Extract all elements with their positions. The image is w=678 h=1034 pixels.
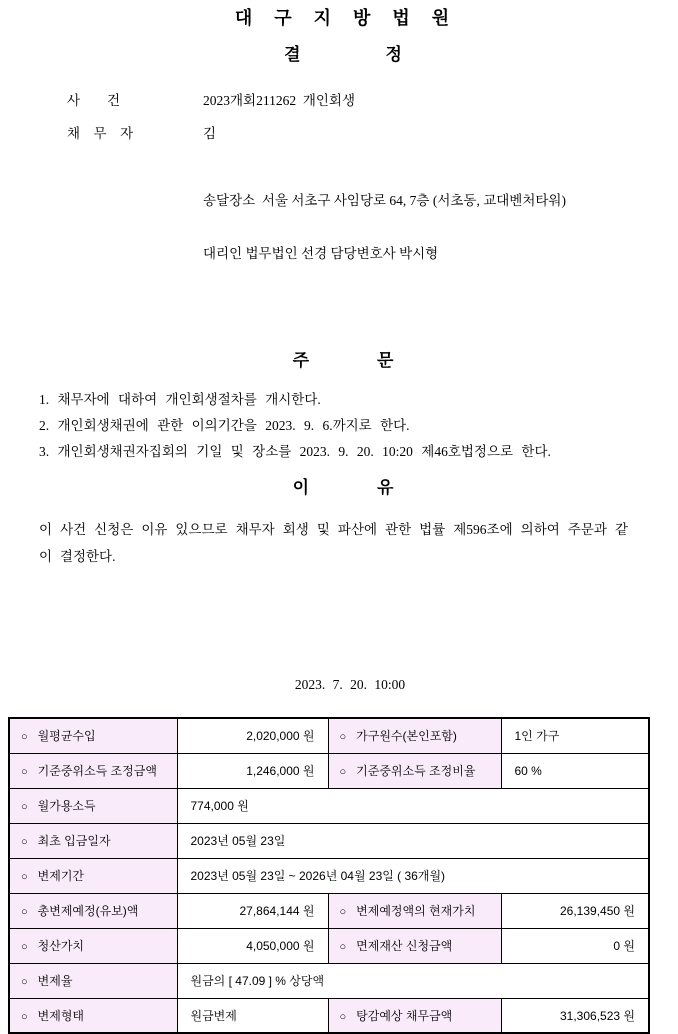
table-row-repayment-rate bbox=[9, 963, 649, 998]
label-text: 변제율 bbox=[37, 974, 73, 988]
order-section-heading: 주 문 bbox=[292, 351, 394, 370]
label-cell bbox=[328, 753, 501, 788]
repayment-summary-table bbox=[8, 717, 650, 1034]
order-list bbox=[39, 387, 636, 465]
table-row-monthly-income bbox=[9, 718, 649, 753]
table-row-repayment-period bbox=[9, 858, 649, 893]
label-cell bbox=[328, 893, 501, 928]
value-cell: 1인 가구 bbox=[501, 718, 649, 753]
table-row-liquidation-value bbox=[9, 928, 649, 963]
value-cell: 0 원 bbox=[501, 928, 649, 963]
circle-bullet-icon: ○ bbox=[21, 766, 28, 778]
label-cell bbox=[9, 893, 177, 928]
value-cell: 60 % bbox=[501, 753, 649, 788]
attorney-line: 대리인 법무법인 선경 담당변호사 박시형 bbox=[203, 245, 439, 261]
circle-bullet-icon: ○ bbox=[339, 906, 347, 918]
order-item-1: 1. 채무자에 대하여 개인회생절차를 개시한다. bbox=[39, 392, 321, 407]
label-cell bbox=[328, 998, 501, 1033]
value-cell: 31,306,523 원 bbox=[501, 998, 649, 1033]
label-text: 면제재산 신청금액 bbox=[356, 939, 453, 953]
label-text: 변제예정액의 현재가치 bbox=[356, 904, 476, 918]
debtor-info-row bbox=[67, 125, 656, 142]
circle-bullet-icon: ○ bbox=[339, 1010, 347, 1023]
label-text: 기준중위소득 조정비율 bbox=[356, 764, 476, 778]
table-row-total-expected-repayment bbox=[9, 893, 649, 928]
label-cell bbox=[9, 998, 177, 1033]
label-cell bbox=[9, 963, 177, 998]
table-row-median-income-amount bbox=[9, 753, 649, 788]
order-item-3: 3. 개인회생채권자집회의 기일 및 장소를 2023. 9. 20. 10:20 제46호법정으로 한다. bbox=[39, 444, 551, 459]
label-cell bbox=[9, 858, 177, 893]
value-cell: 2023년 05월 23일 bbox=[177, 823, 649, 858]
table-row-disposable-income bbox=[9, 788, 649, 823]
value-cell: 2023년 05월 23일 ~ 2026년 04월 23일 ( 36개월) bbox=[177, 858, 649, 893]
value-cell: 원금변제 bbox=[177, 998, 328, 1033]
circle-bullet-icon: ○ bbox=[21, 836, 28, 848]
case-number: 2023개회211262 개인회생 bbox=[203, 93, 355, 108]
debtor-name: 김 bbox=[203, 126, 217, 141]
case-info-row bbox=[67, 92, 656, 109]
label-text: 기준중위소득 조정금액 bbox=[37, 764, 157, 778]
label-cell bbox=[9, 753, 177, 788]
label-text: 최초 입금일자 bbox=[37, 834, 111, 848]
label-cell bbox=[9, 928, 177, 963]
label-text: 가구원수(본인포함) bbox=[356, 729, 457, 744]
label-cell bbox=[9, 823, 177, 858]
decision-heading: 결 정 bbox=[284, 45, 402, 64]
circle-bullet-icon: ○ bbox=[21, 906, 28, 918]
circle-bullet-icon: ○ bbox=[339, 941, 347, 953]
value-cell: 27,864,144 원 bbox=[177, 893, 328, 928]
label-text: 월가용소득 bbox=[37, 799, 96, 813]
table-row-first-deposit-date bbox=[9, 823, 649, 858]
table-row-repayment-type bbox=[9, 998, 649, 1033]
circle-bullet-icon: ○ bbox=[21, 1010, 28, 1023]
label-text: 월평균수입 bbox=[37, 729, 96, 744]
reason-section-heading: 이 유 bbox=[292, 478, 394, 497]
decision-datetime: 2023. 7. 20. 10:00 bbox=[294, 677, 406, 692]
label-text: 변제기간 bbox=[37, 869, 85, 883]
circle-bullet-icon: ○ bbox=[21, 801, 28, 813]
circle-bullet-icon: ○ bbox=[21, 871, 28, 883]
label-cell bbox=[9, 718, 177, 753]
label-cell bbox=[328, 928, 501, 963]
circle-bullet-icon: ○ bbox=[21, 976, 28, 988]
value-cell: 26,139,450 원 bbox=[501, 893, 649, 928]
value-cell: 2,020,000 원 bbox=[177, 718, 328, 753]
order-item-2: 2. 개인회생채권에 관한 이의기간을 2023. 9. 6.까지로 한다. bbox=[39, 418, 410, 433]
court-name-title: 대 구 지 방 법 원 bbox=[234, 8, 452, 28]
circle-bullet-icon: ○ bbox=[339, 731, 347, 744]
service-address: 송달장소 서울 서초구 사임당로 64, 7층 (서초동, 교대벤처타워) bbox=[203, 193, 566, 208]
label-text: 청산가치 bbox=[37, 939, 85, 953]
court-decision-document bbox=[0, 8, 656, 1023]
label-cell bbox=[9, 788, 177, 823]
label-text: 탕감예상 채무금액 bbox=[356, 1008, 453, 1023]
circle-bullet-icon: ○ bbox=[339, 766, 347, 778]
debtor-label: 채 무 자 bbox=[67, 126, 134, 141]
circle-bullet-icon: ○ bbox=[21, 731, 28, 744]
label-text: 변제형태 bbox=[37, 1008, 85, 1023]
case-label: 사 건 bbox=[67, 93, 121, 108]
reason-paragraph: 이 사건 신청은 이유 있으므로 채무자 회생 및 파산에 관한 법률 제596조에 의하여 주문과 같이 결정한다. bbox=[39, 522, 628, 564]
label-text: 총변제예정(유보)액 bbox=[37, 904, 139, 918]
circle-bullet-icon: ○ bbox=[21, 941, 28, 953]
value-cell: 774,000 원 bbox=[177, 788, 649, 823]
value-cell: 4,050,000 원 bbox=[177, 928, 328, 963]
value-cell: 원금의 [ 47.09 ] % 상당액 bbox=[177, 963, 649, 998]
label-cell bbox=[328, 718, 501, 753]
value-cell: 1,246,000 원 bbox=[177, 753, 328, 788]
address-block bbox=[203, 157, 656, 297]
